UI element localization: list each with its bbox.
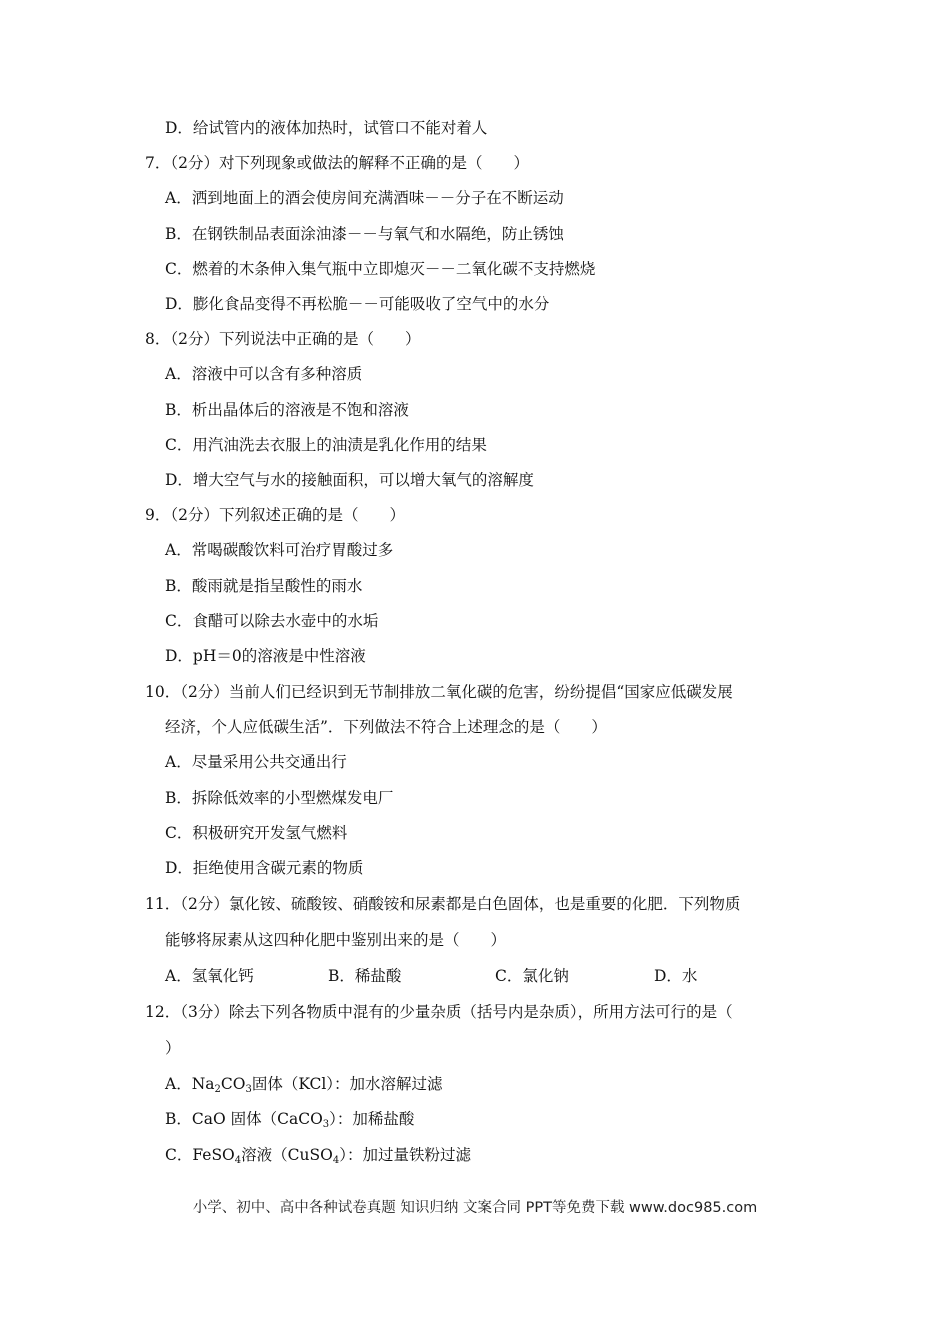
q12-stem-line2: ） <box>165 1039 181 1057</box>
q10-option-d: D．拒绝使用含碳元素的物质 <box>165 859 364 877</box>
q9-option-b: B．酸雨就是指呈酸性的雨水 <box>165 577 363 595</box>
q7-stem: 7．（2分）对下列现象或做法的解释不正确的是（ ） <box>145 154 529 172</box>
page-footer: 小学、初中、高中各种试卷真题 知识归纳 文案合同 PPT等免费下载 www.doc985.com <box>192 1200 758 1216</box>
q11-option-d: D．水 <box>654 967 698 985</box>
q11-option-b: B．稀盐酸 <box>328 967 402 985</box>
q8-option-d: D．增大空气与水的接触面积，可以增大氧气的溶解度 <box>165 471 534 489</box>
q10-option-b: B．拆除低效率的小型燃煤发电厂 <box>165 789 394 807</box>
q11-stem-line1: 11．（2分）氯化铵、硫酸铵、硝酸铵和尿素都是白色固体，也是重要的化肥．下列物质 <box>145 895 741 913</box>
q7-option-c: C．燃着的木条伸入集气瓶中立即熄灭－－二氧化碳不支持燃烧 <box>165 260 596 278</box>
q8-option-c: C．用汽油洗去衣服上的油渍是乳化作用的结果 <box>165 436 487 454</box>
q10-option-a: A．尽量采用公共交通出行 <box>165 753 347 771</box>
q9-option-d: D．pH＝0的溶液是中性溶液 <box>165 647 366 665</box>
q10-stem-line1: 10．（2分）当前人们已经识到无节制排放二氧化碳的危害，纷纷提倡“国家应低碳发展 <box>145 683 733 701</box>
q12-option-c: C．FeSO$_4$溶液（CuSO$_4$）：加过量铁粉过滤 <box>165 1146 471 1166</box>
q12-option-b: B．CaO 固体（CaCO$_3$）：加稀盐酸 <box>165 1110 415 1130</box>
q11-option-a: A．氢氧化钙 <box>165 967 254 985</box>
q9-option-c: C．食醋可以除去水壶中的水垢 <box>165 612 379 630</box>
q7-option-a: A．洒到地面上的酒会使房间充满酒味－－分子在不断运动 <box>165 189 564 207</box>
q12-option-a: A．$Na_2CO_3$固体（KCl）：加水溶解过滤 <box>165 1075 443 1095</box>
q9-option-a: A．常喝碳酸饮料可治疗胃酸过多 <box>165 541 394 559</box>
q11-option-c: C．氯化钠 <box>495 967 569 985</box>
q11-stem-line2: 能够将尿素从这四种化肥中鉴别出来的是（ ） <box>165 931 507 949</box>
q10-stem-line2: 经济，个人应低碳生活”．下列做法不符合上述理念的是（ ） <box>165 718 607 736</box>
q8-stem: 8．（2分）下列说法中正确的是（ ） <box>145 330 421 348</box>
q8-option-b: B．析出晶体后的溶液是不饱和溶液 <box>165 401 409 419</box>
q9-stem: 9．（2分）下列叙述正确的是（ ） <box>145 506 405 524</box>
q7-option-d: D．膨化食品变得不再松脆－－可能吸收了空气中的水分 <box>165 295 550 313</box>
q7-option-b: B．在钢铁制品表面涂油漆－－与氧气和水隔绝，防止锈蚀 <box>165 225 564 243</box>
q10-option-c: C．积极研究开发氢气燃料 <box>165 824 348 842</box>
q12-stem-line1: 12．（3分）除去下列各物质中混有的少量杂质（括号内是杂质），所用方法可行的是（ <box>145 1003 733 1021</box>
q6-option-d: D．给试管内的液体加热时，试管口不能对着人 <box>165 119 488 137</box>
q8-option-a: A．溶液中可以含有多种溶质 <box>165 365 363 383</box>
